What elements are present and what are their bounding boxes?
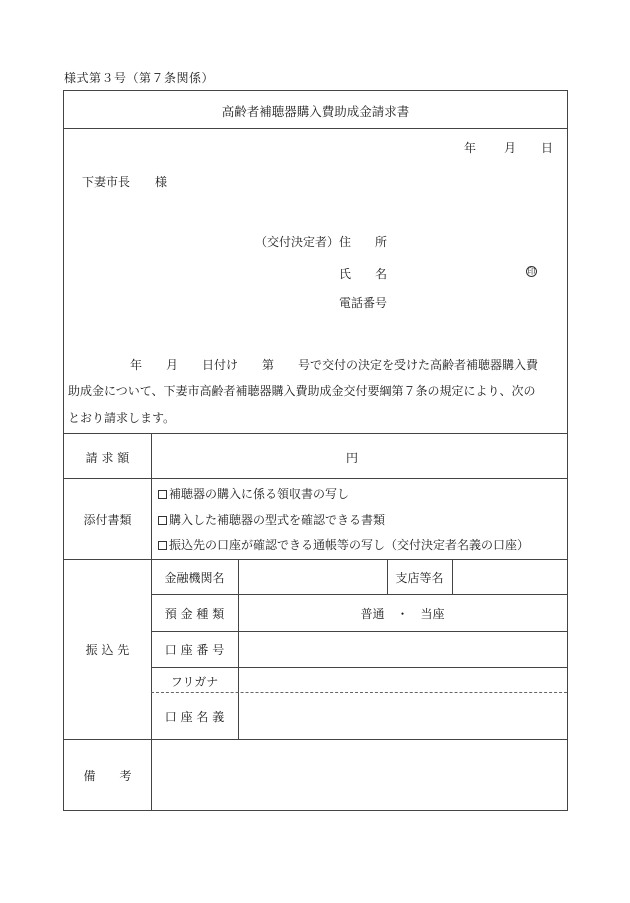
divider	[151, 631, 567, 632]
divider	[151, 594, 567, 595]
account-number-label: 口 座 番 号	[164, 643, 225, 657]
form-frame	[63, 90, 568, 811]
column-divider	[238, 559, 239, 739]
attachment-item: 補聴器の購入に係る領収書の写し	[158, 485, 349, 502]
column-divider	[452, 559, 453, 594]
date-month: 月	[504, 141, 517, 155]
phone-label: 電話番号	[339, 296, 388, 310]
checkbox-icon[interactable]	[158, 541, 167, 550]
branch-label: 支店等名	[395, 571, 444, 585]
address-label: 住 所	[339, 235, 388, 249]
dashed-divider	[151, 692, 567, 693]
date-day: 日	[541, 141, 554, 155]
applicant-role-label: （交付決定者）	[255, 235, 340, 249]
addressee-name: 下妻市長	[82, 175, 131, 189]
attachment-item: 購入した補聴器の型式を確認できる書類	[158, 511, 385, 528]
name-label: 氏 名	[339, 267, 388, 281]
account-type-options[interactable]: 普通 ・ 当座	[360, 607, 445, 621]
checkbox-icon[interactable]	[158, 516, 167, 525]
account-name-label: 口 座 名 義	[164, 710, 225, 724]
body-line-3: とおり請求します。	[68, 411, 176, 425]
form-title: 高齢者補聴器購入費助成金請求書	[221, 104, 410, 119]
addressee-honorific: 様	[155, 175, 168, 189]
divider	[64, 433, 567, 434]
body-line-1: 年 月 日付け 第 号で交付の決定を受けた高齢者補聴器購入費	[130, 358, 539, 372]
account-type-label: 預 金 種 類	[164, 607, 225, 621]
remarks-label: 備 考	[83, 769, 132, 783]
bank-label: 金融機関名	[164, 571, 225, 585]
body-line-2: 助成金について、下妻市高齢者補聴器購入費助成金交付要綱第７条の規定により、次の	[68, 384, 536, 398]
amount-label: 請 求 額	[85, 451, 130, 465]
furigana-label: フリガナ	[170, 675, 219, 689]
divider	[64, 559, 567, 560]
divider	[64, 128, 567, 129]
divider	[64, 739, 567, 740]
date-year: 年	[464, 141, 477, 155]
attachments-label: 添付書類	[83, 513, 132, 527]
form-code: 様式第３号（第７条関係）	[64, 71, 215, 85]
divider	[64, 478, 567, 479]
amount-unit: 円	[346, 451, 359, 465]
attachment-item: 振込先の口座が確認できる通帳等の写し（交付決定者名義の口座）	[158, 536, 529, 553]
checkbox-icon[interactable]	[158, 490, 167, 499]
seal-mark-icon: 印	[527, 267, 536, 276]
divider	[151, 667, 567, 668]
transfer-label: 振 込 先	[85, 643, 130, 657]
